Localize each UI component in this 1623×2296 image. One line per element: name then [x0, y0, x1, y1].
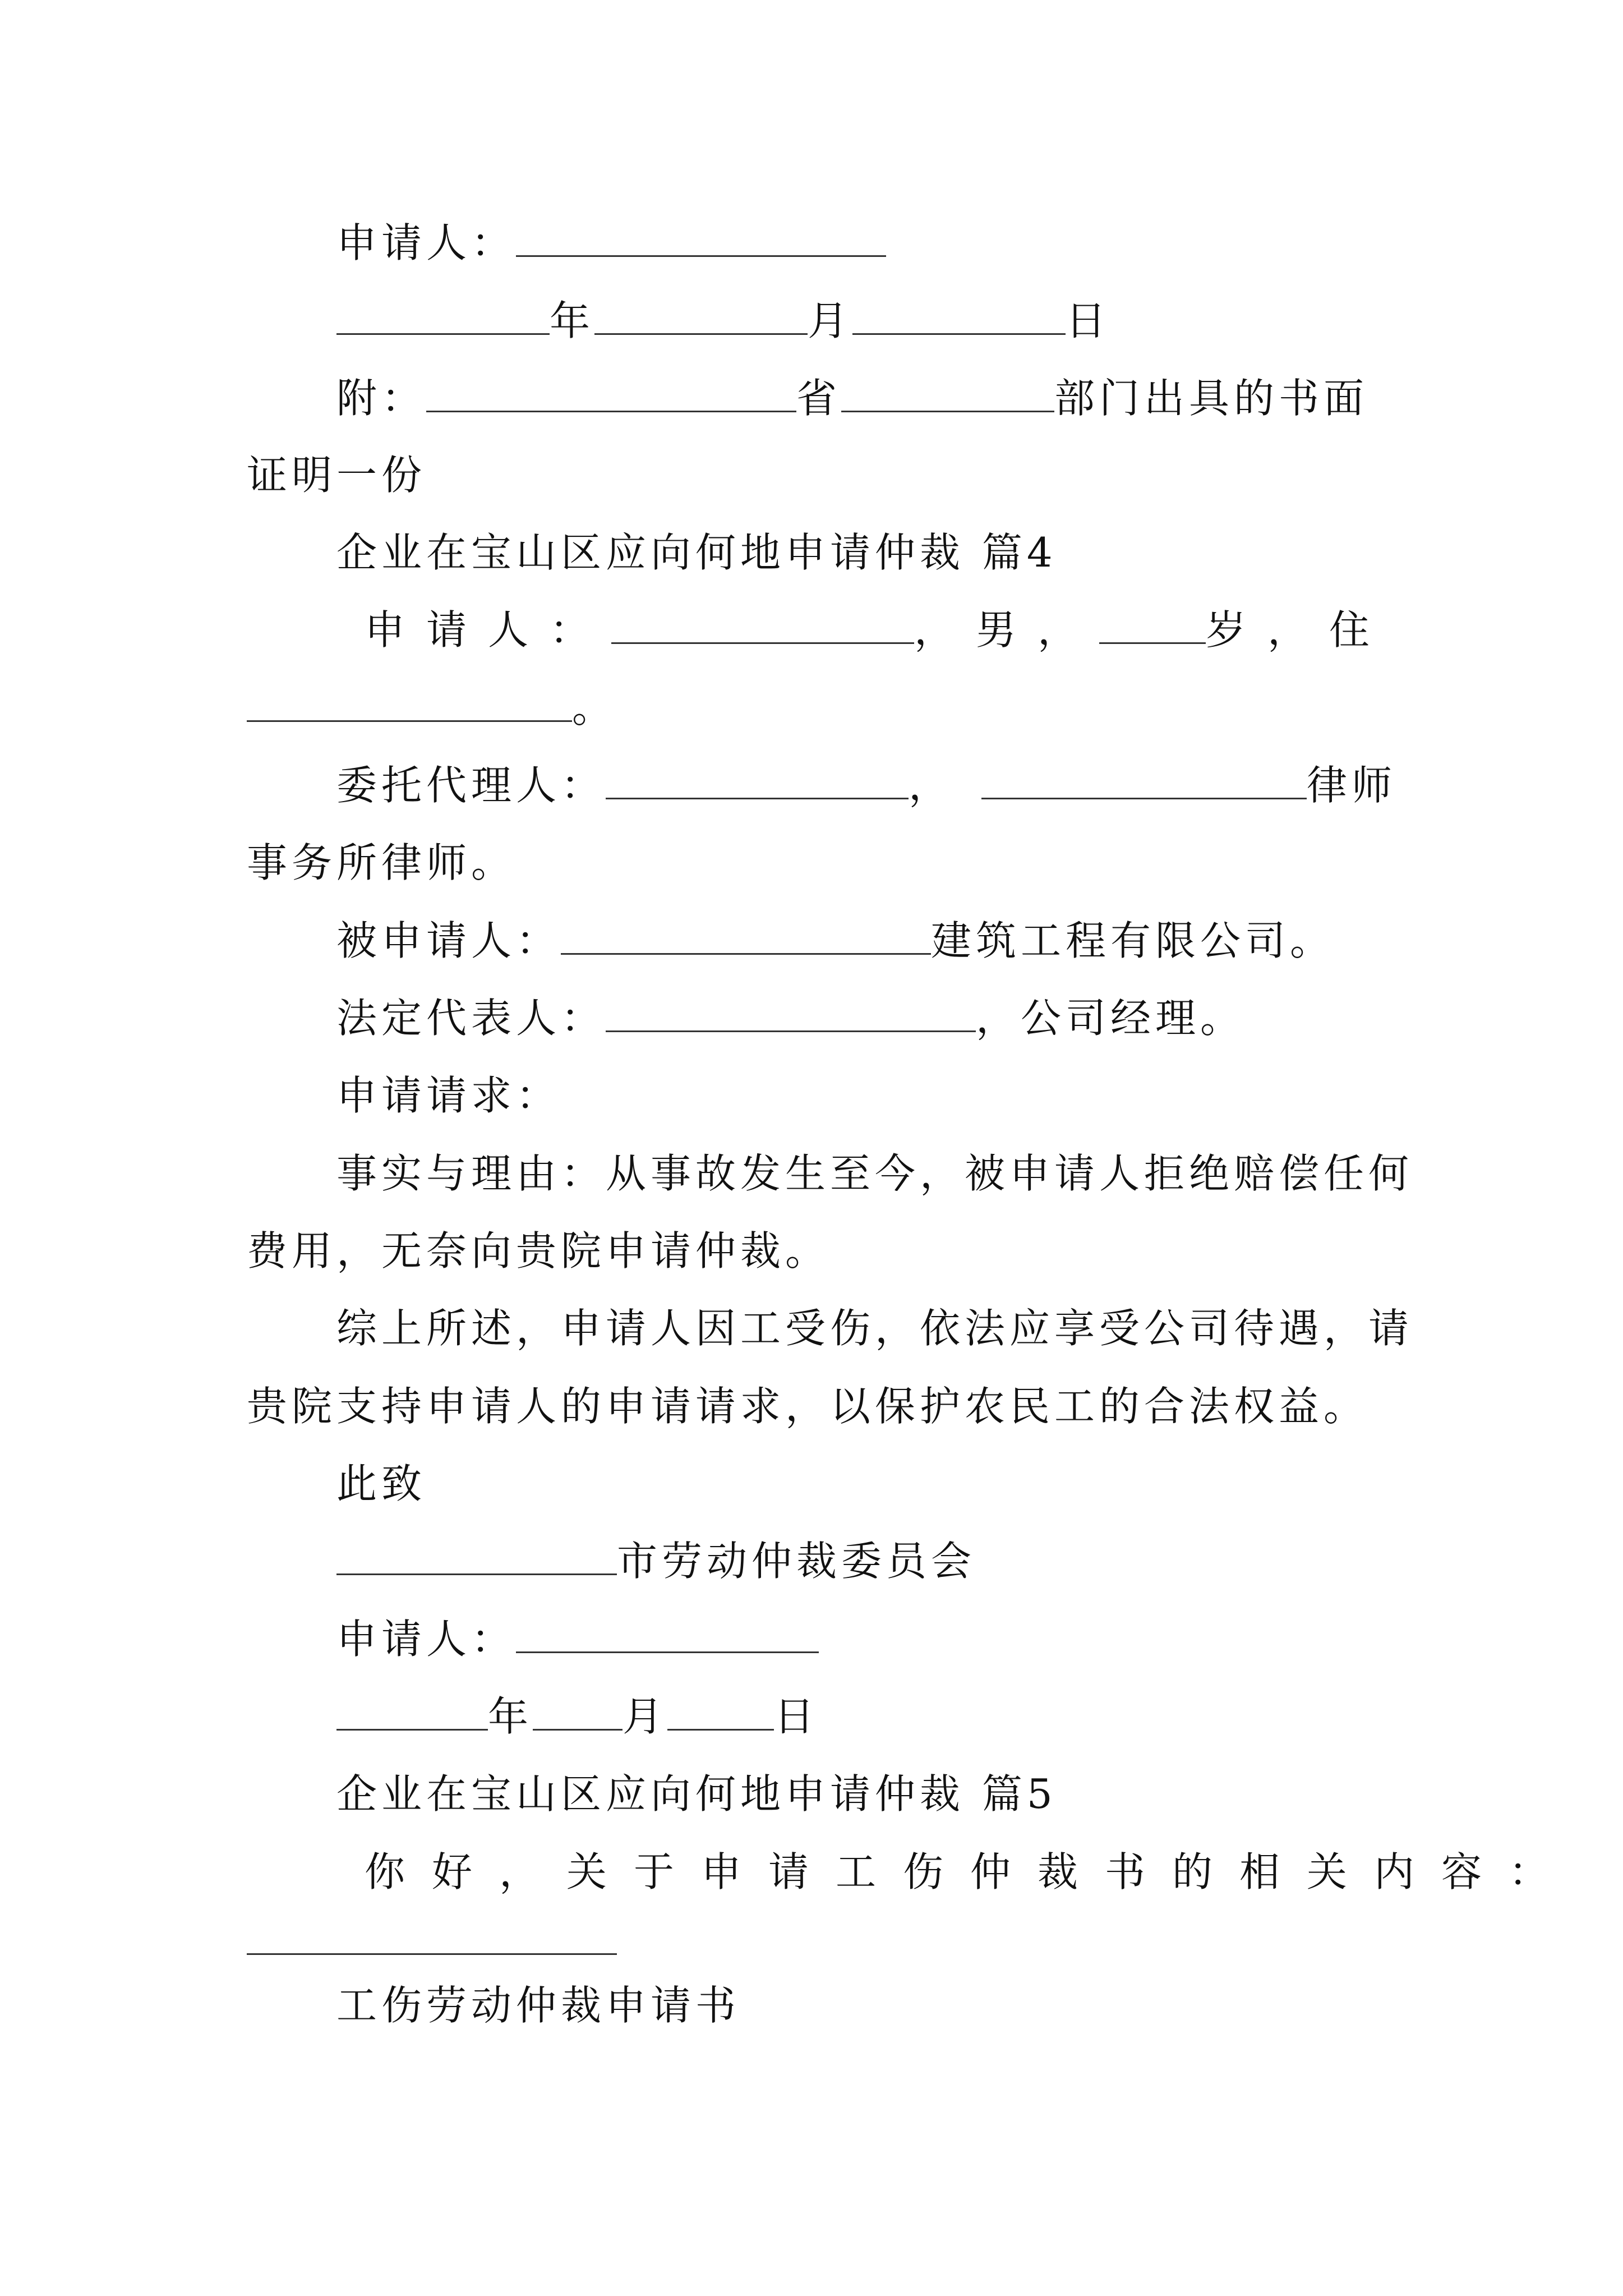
applicant-blank: [516, 219, 886, 257]
department-blank: [841, 374, 1054, 412]
summary-paragraph-line1: 综上所述，申请人因工受伤，依法应享受公司待遇，请: [336, 1305, 1414, 1352]
agent-line: [336, 757, 1396, 813]
attachment-label: 附：: [336, 375, 427, 422]
month-label: 月: [808, 297, 853, 344]
section-heading-4: 企业在宝山区应向何地申请仲裁 篇4: [336, 529, 1057, 576]
respondent-blank: [561, 917, 931, 955]
claims-heading: 申请请求：: [336, 1072, 561, 1119]
address-end: 。: [572, 684, 617, 731]
legal-rep-blank: [606, 994, 976, 1032]
legal-rep-title: ，公司经理。: [976, 995, 1246, 1042]
agent-label: 委托代理人：: [336, 762, 606, 809]
salutation: 此致: [336, 1460, 427, 1507]
recipient-committee: 市劳动仲裁委员会: [617, 1538, 976, 1585]
month-label-2: 月: [623, 1693, 668, 1740]
gender-text: ，男，: [914, 606, 1100, 654]
section-heading-5: 企业在宝山区应向何地申请仲裁 篇5: [336, 1770, 1057, 1818]
recipient-line: [336, 1533, 976, 1589]
year-label-2: 年: [488, 1693, 533, 1740]
month-blank: [594, 297, 808, 335]
agent-line-cont: 事务所律师。: [247, 839, 517, 886]
age-residence-text: 岁，住: [1206, 606, 1391, 654]
department-text: 部门出具的书面: [1054, 375, 1369, 422]
agent-name-blank: [606, 761, 909, 799]
province-label: 省: [796, 375, 842, 422]
month-blank-2: [533, 1692, 623, 1731]
summary-paragraph-line2: 贵院支持申请人的申请请求，以保护农民工的合法权益。: [247, 1383, 1369, 1430]
facts-paragraph-line2: 费用，无奈向贵院申请仲裁。: [247, 1227, 831, 1274]
facts-paragraph-line1: 事实与理由：从事故发生至今，被申请人拒绝赔偿任何: [336, 1150, 1414, 1197]
year-blank-2: [336, 1692, 488, 1731]
greeting-line: 你好，关于申请工伤仲裁书的相关内容：: [365, 1848, 1576, 1895]
year-label: 年: [550, 297, 595, 344]
attachment-line-cont: 证明一份: [247, 452, 427, 499]
applicant-label-2: 申请人：: [336, 1616, 517, 1663]
date-line-2: [336, 1688, 819, 1745]
applicant-name-blank: [611, 606, 914, 644]
legal-rep-label: 法定代表人：: [336, 995, 606, 1042]
greeting-blank-rule: [247, 1953, 617, 1955]
age-blank: [1099, 606, 1206, 644]
day-label: 日: [1066, 297, 1111, 344]
applicant-label: 申请人：: [336, 219, 517, 266]
applicant-info-line: [365, 602, 1391, 658]
day-blank-2: [667, 1692, 774, 1731]
province-blank: [426, 374, 796, 412]
respondent-line: [336, 913, 1335, 969]
date-line: [336, 293, 1110, 349]
day-label-2: 日: [774, 1693, 819, 1740]
applicant-signature-line-2: [336, 1611, 819, 1667]
applicant-info-label: 申请人：: [365, 606, 612, 654]
respondent-company: 建筑工程有限公司。: [931, 917, 1335, 964]
respondent-label: 被申请人：: [336, 917, 561, 964]
law-firm-blank: [981, 761, 1307, 799]
agent-sep: ，: [909, 762, 954, 809]
address-blank: [247, 684, 572, 722]
legal-rep-line: [336, 990, 1245, 1046]
lawyer-text: 律师: [1307, 762, 1397, 809]
document-title: 工伤劳动仲裁申请书: [336, 1982, 741, 2029]
applicant-blank-2: [516, 1615, 819, 1653]
day-blank: [852, 297, 1066, 335]
city-blank: [336, 1537, 617, 1575]
attachment-line: [336, 370, 1368, 426]
address-line: [247, 680, 617, 736]
year-blank: [336, 297, 550, 335]
applicant-signature-line: [336, 215, 886, 271]
